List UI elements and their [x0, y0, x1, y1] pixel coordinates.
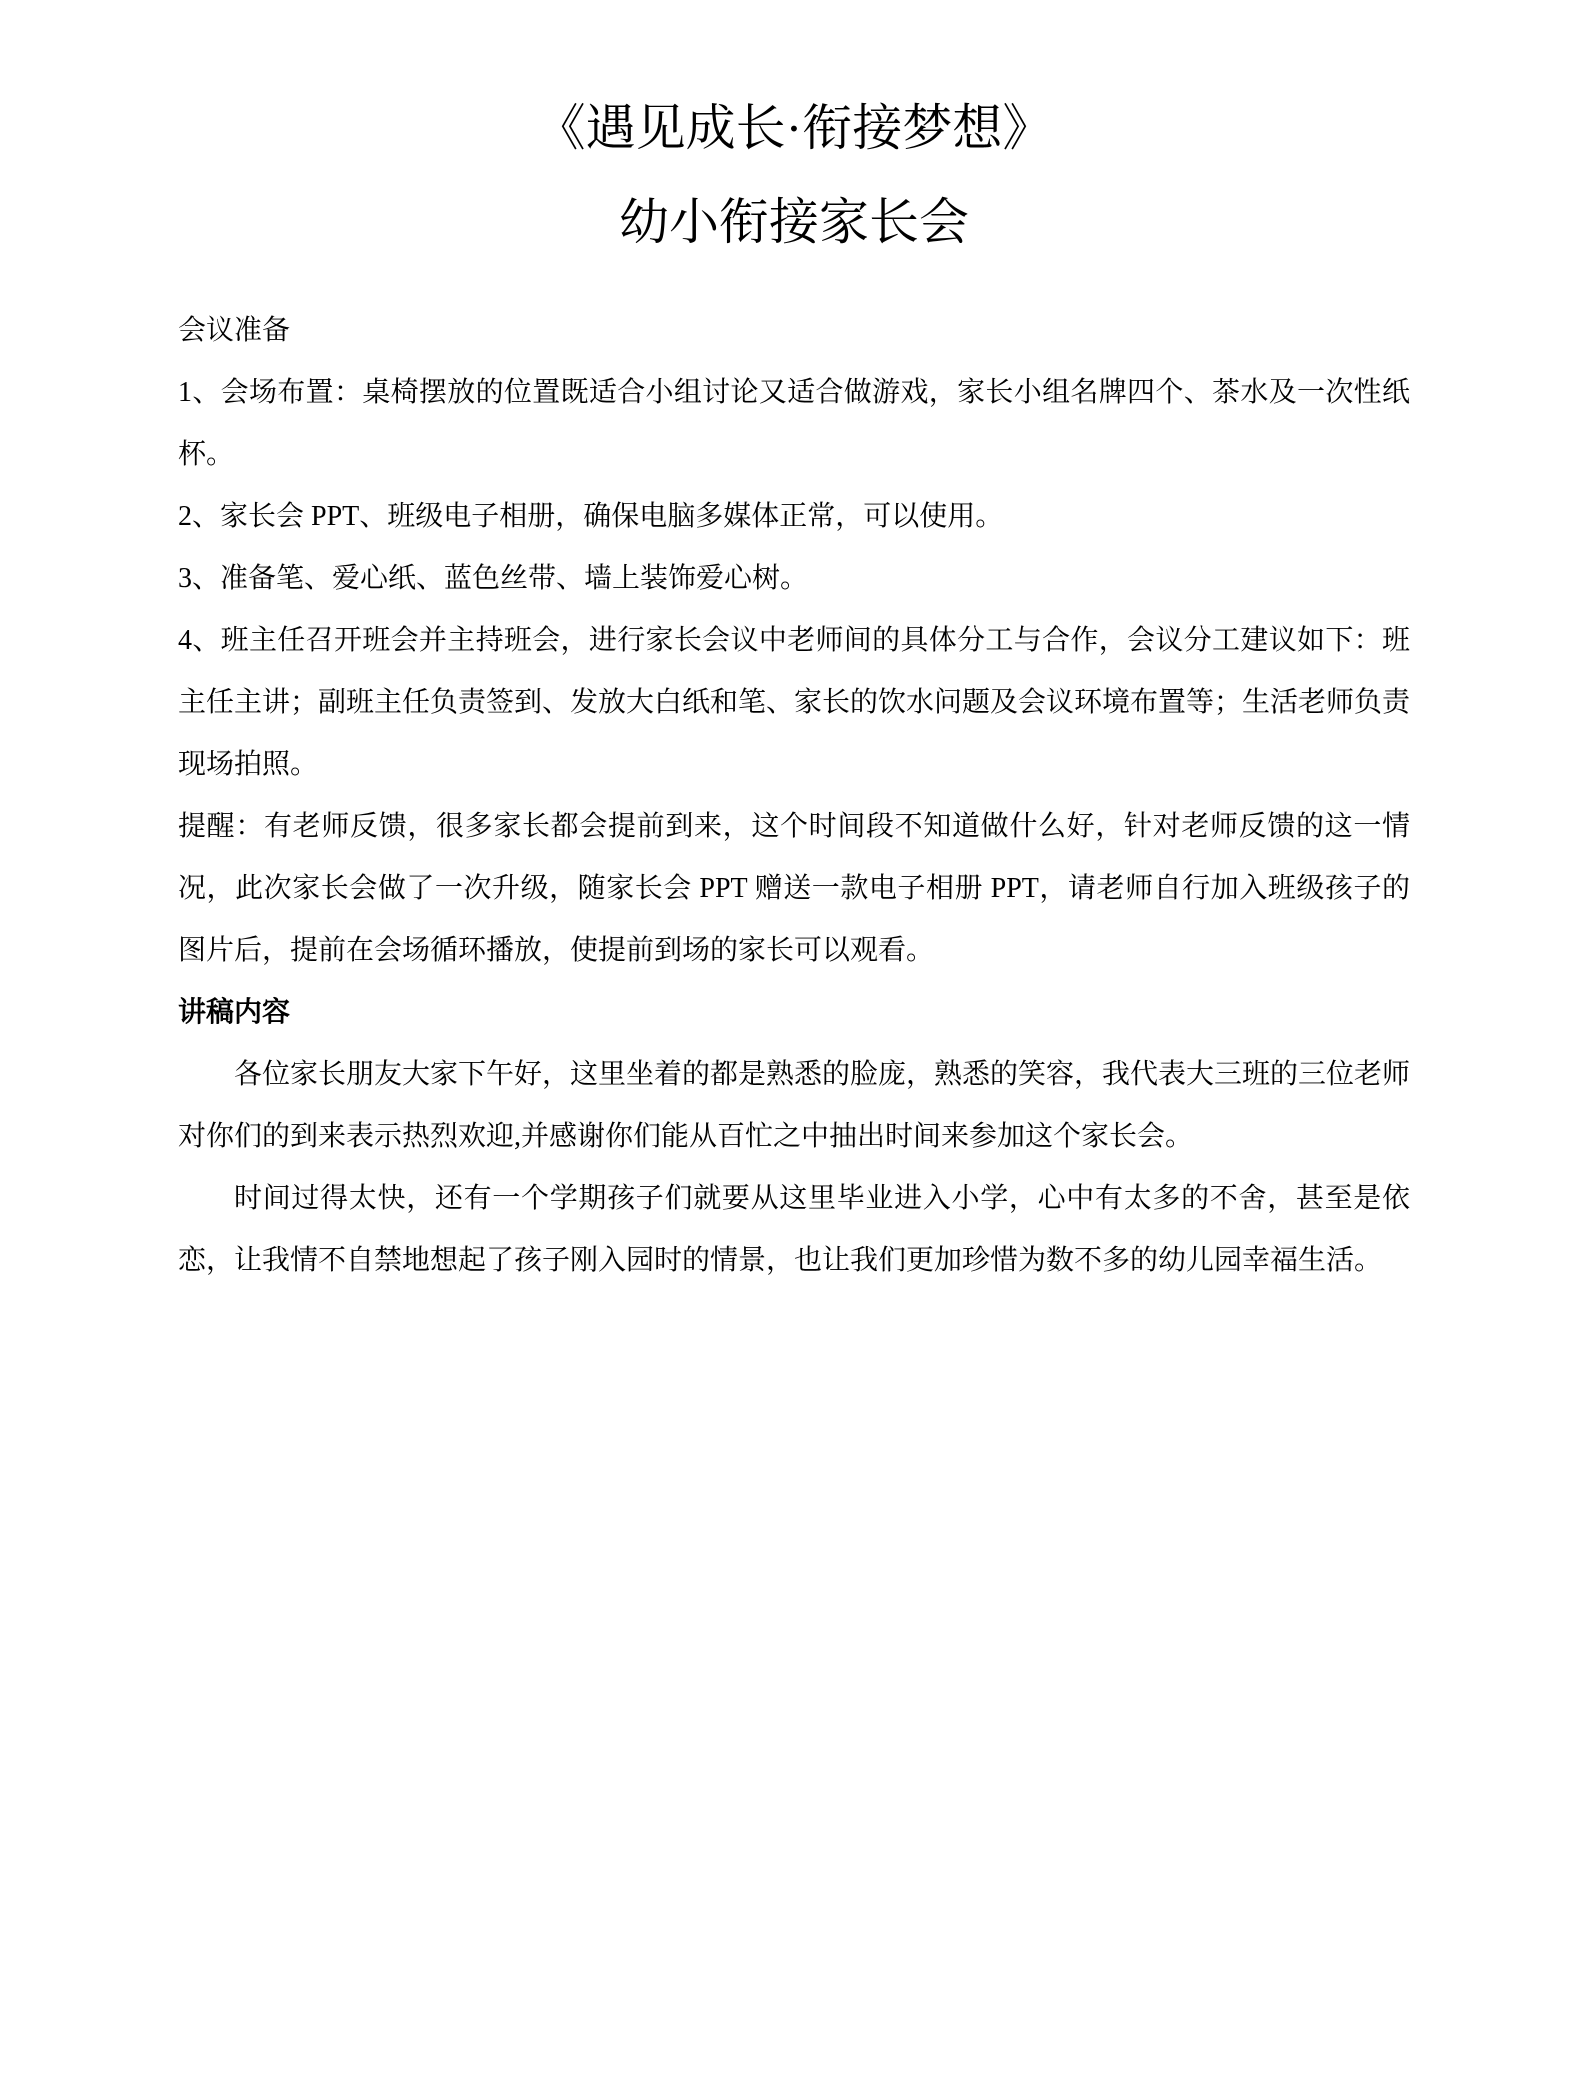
paragraph-item-3-materials: 3、准备笔、爱心纸、蓝色丝带、墙上装饰爱心树。 — [178, 563, 809, 594]
paragraph-item-2-ppt-album: 2、家长会 PPT、班级电子相册，确保电脑多媒体正常，可以使用。 — [178, 501, 1004, 532]
document-body — [178, 300, 1410, 1292]
paragraph-meeting-prep-heading: 会议准备 — [178, 315, 291, 346]
doc-title-line1: 《遇见成长·衔接梦想》 — [535, 100, 1053, 156]
paragraph-item-4-teacher-roles: 4、班主任召开班会并主持班会，进行家长会议中老师间的具体分工与合作，会议分工建议如下：班主任主讲；副班主任负责签到、发放大白纸和笔、家长的饮水问题及会议环境布置等；生活老师负责现场拍照。 — [178, 625, 1411, 780]
paragraph-speech-content-heading: 讲稿内容 — [178, 997, 291, 1028]
doc-title-line2: 幼小衔接家长会 — [619, 194, 969, 250]
paragraph-speech-greeting: 各位家长朋友大家下午好，这里坐着的都是熟悉的脸庞，熟悉的笑容，我代表大三班的三位老师对你们的到来表示热烈欢迎,并感谢你们能从百忙之中抽出时间来参加这个家长会。 — [178, 1059, 1411, 1152]
paragraph-item-1-venue-setup: 1、会场布置：桌椅摆放的位置既适合小组讨论又适合做游戏，家长小组名牌四个、茶水及一次性纸杯。 — [178, 377, 1410, 470]
paragraph-reminder: 提醒：有老师反馈，很多家长都会提前到来，这个时间段不知道做什么好，针对老师反馈的这一情况，此次家长会做了一次升级，随家长会 PPT 赠送一款电子相册 PPT，请老师自行加入班级孩子的图片后，提前在会场循环播放，使提前到场的家长可以观看。 — [178, 811, 1410, 966]
paragraph-speech-time-flies: 时间过得太快，还有一个学期孩子们就要从这里毕业进入小学，心中有太多的不舍，甚至是依恋，让我情不自禁地想起了孩子刚入园时的情景，也让我们更加珍惜为数不多的幼儿园幸福生活。 — [178, 1183, 1410, 1276]
